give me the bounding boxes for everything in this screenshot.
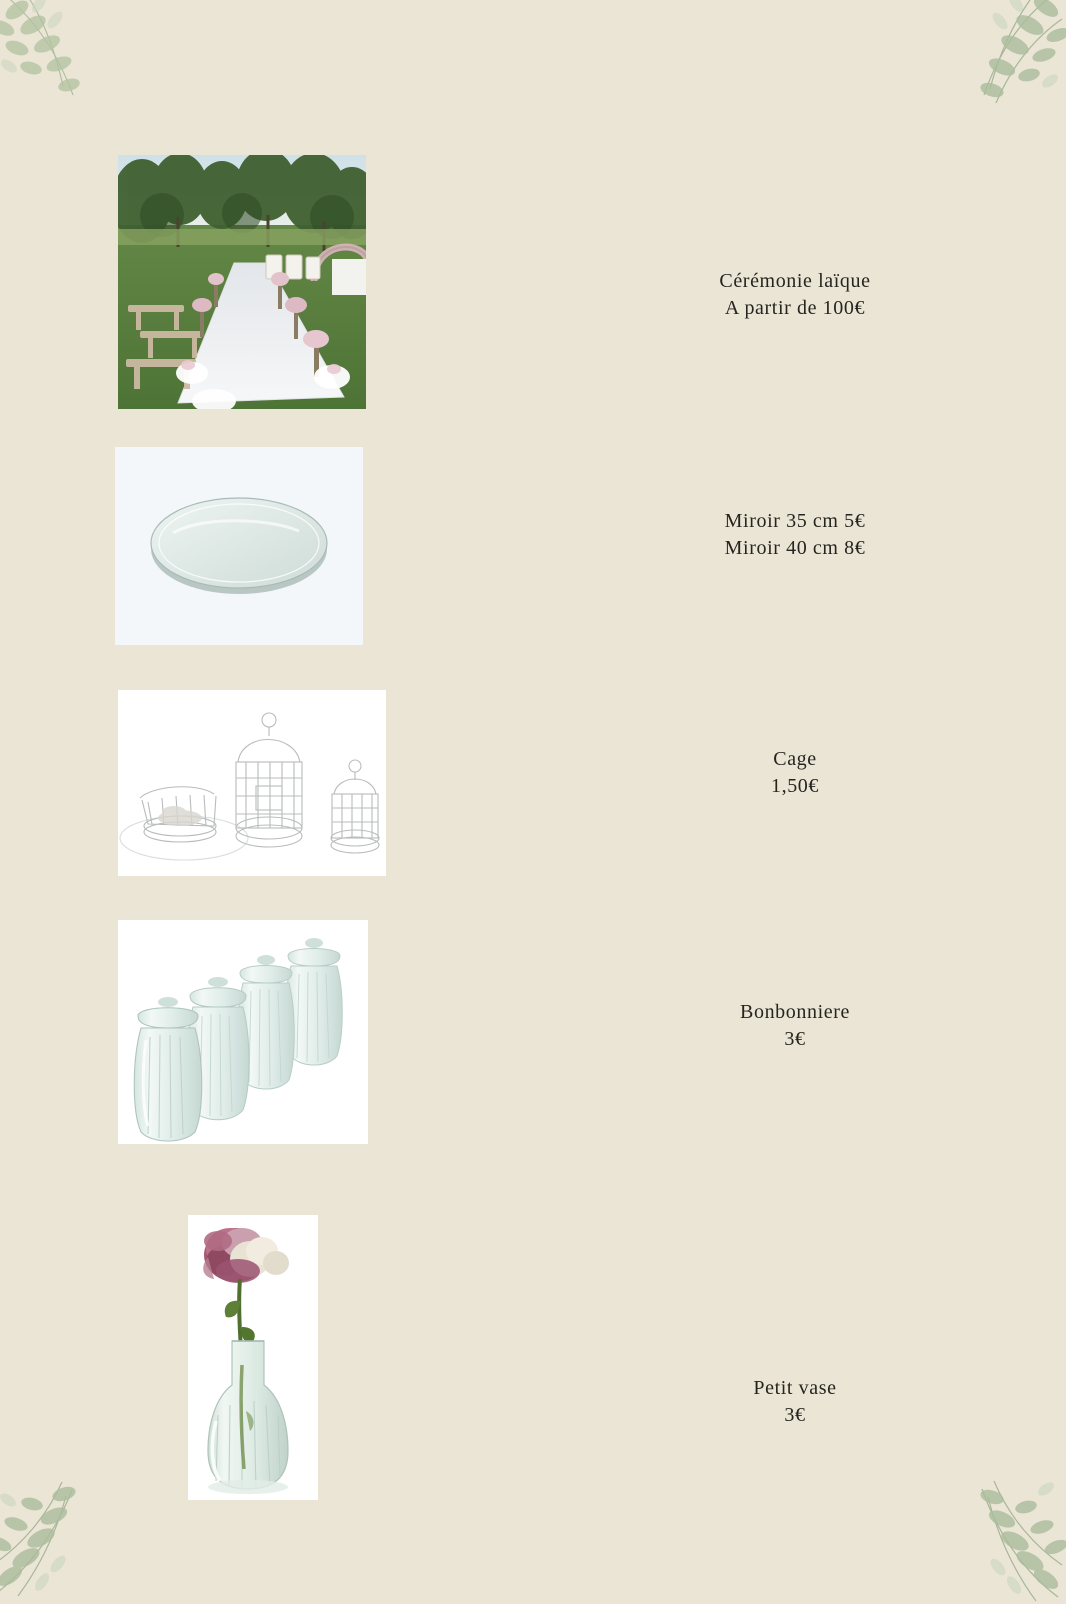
item-label-line1: Petit vase [753,1377,837,1399]
item-caption [640,1375,950,1429]
miroir-photo [115,447,363,645]
item-label-line2: Miroir 40 cm 8€ [724,537,866,559]
item-label-line2: 1,50€ [771,775,819,797]
bonbonniere-photo [118,920,368,1144]
item-label-line2: 3€ [784,1028,806,1050]
item-label-line1: Miroir 35 cm 5€ [724,510,866,532]
item-label-line2: 3€ [784,1404,806,1426]
ceremonie-laique-photo [118,155,366,409]
cage-photo [118,690,386,876]
item-caption [640,746,950,800]
item-caption [640,508,950,562]
item-label-line1: Cérémonie laïque [719,270,871,292]
item-label-line1: Cage [773,748,817,770]
petit-vase-photo [188,1215,318,1500]
item-label-line2: A partir de 100€ [724,297,866,319]
item-label-line1: Bonbonniere [740,1001,850,1023]
item-caption [640,268,950,322]
item-caption [640,999,950,1053]
